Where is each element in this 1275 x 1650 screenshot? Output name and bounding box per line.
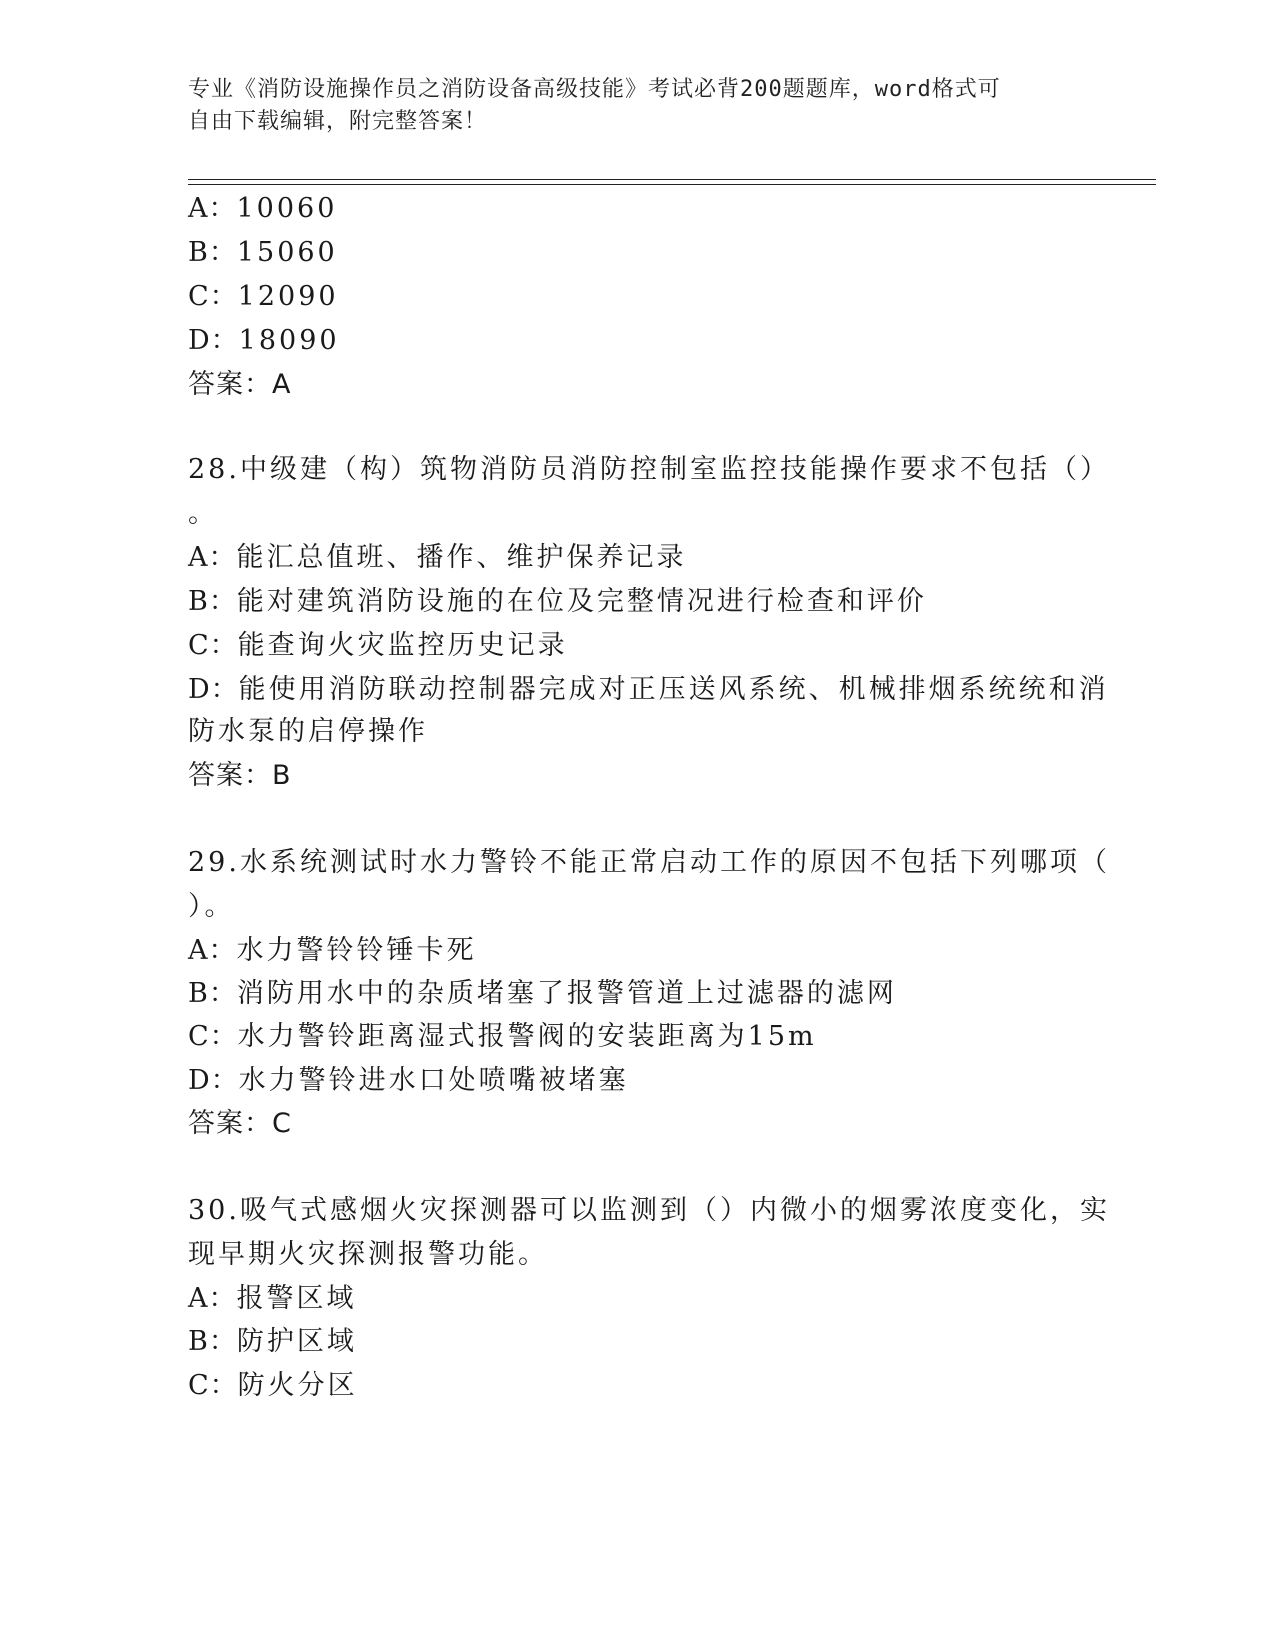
q27-option-c bbox=[188, 274, 339, 313]
option-text: 能对建筑消防设施的在位及完整情况进行检查和评价 bbox=[236, 586, 927, 617]
q30-option-c bbox=[188, 1363, 358, 1402]
option-text: 能查询火灾监控历史记录 bbox=[237, 630, 568, 661]
q27-option-d bbox=[188, 318, 340, 357]
q29-option-d bbox=[188, 1058, 629, 1097]
option-key: B： bbox=[188, 978, 237, 1009]
option-key: A： bbox=[188, 542, 237, 573]
option-key: C： bbox=[188, 281, 238, 312]
option-key: A： bbox=[188, 193, 237, 224]
option-key: A： bbox=[188, 1283, 237, 1314]
option-text: 10060 bbox=[236, 193, 338, 224]
option-text: 18090 bbox=[238, 325, 340, 356]
q29-option-b bbox=[188, 971, 897, 1010]
option-text: 12090 bbox=[237, 281, 339, 312]
q27-option-b bbox=[188, 230, 338, 269]
option-key: D： bbox=[188, 1065, 239, 1096]
q28-stem-line-1: 28.中级建（构）筑物消防员消防控制室监控技能操作要求不包括（） bbox=[188, 454, 1110, 485]
header-title-line-1: 专业《消防设施操作员之消防设备高级技能》考试必背200题题库，word格式可 bbox=[188, 77, 1001, 102]
q30-stem-line-2: 现早期火灾探测报警功能。 bbox=[188, 1239, 548, 1270]
header-title-line-2: 自由下载编辑，附完整答案！ bbox=[188, 109, 488, 134]
q28-stem-line-2: 。 bbox=[188, 498, 218, 529]
option-key: B： bbox=[188, 586, 237, 617]
q28-option-a bbox=[188, 535, 687, 574]
header-divider-top bbox=[188, 179, 1156, 180]
option-text: 防火分区 bbox=[237, 1370, 358, 1401]
q29-answer: 答案：C bbox=[188, 1108, 292, 1139]
option-text: 能使用消防联动控制器完成对正压送风系统、机械排烟系统统和消 bbox=[238, 674, 1109, 705]
q30-stem-line-1: 30.吸气式感烟火灾探测器可以监测到（）内微小的烟雾浓度变化，实 bbox=[188, 1195, 1110, 1226]
option-text: 能汇总值班、播作、维护保养记录 bbox=[236, 542, 687, 573]
q29-stem-line-1: 29.水系统测试时水力警铃不能正常启动工作的原因不包括下列哪项（ bbox=[188, 847, 1110, 878]
option-key: C： bbox=[188, 1370, 238, 1401]
q28-answer: 答案：B bbox=[188, 760, 292, 791]
option-key: C： bbox=[188, 630, 238, 661]
q28-option-d bbox=[188, 667, 1109, 706]
header-divider-bottom bbox=[188, 184, 1156, 185]
q30-option-a bbox=[188, 1276, 357, 1315]
q30-option-b bbox=[188, 1319, 357, 1358]
option-key: A： bbox=[188, 935, 237, 966]
q29-option-a bbox=[188, 928, 477, 967]
q28-option-d-continued: 防水泵的启停操作 bbox=[188, 716, 428, 747]
option-key: D： bbox=[188, 325, 239, 356]
q28-option-c bbox=[188, 623, 568, 662]
option-text: 防护区域 bbox=[236, 1326, 357, 1357]
option-text: 水力警铃距离湿式报警阀的安装距离为15m bbox=[237, 1021, 817, 1052]
option-text: 消防用水中的杂质堵塞了报警管道上过滤器的滤网 bbox=[236, 978, 897, 1009]
document-header bbox=[188, 74, 1068, 138]
option-text: 报警区域 bbox=[236, 1283, 357, 1314]
q28-option-b bbox=[188, 579, 927, 618]
option-key: B： bbox=[188, 1326, 237, 1357]
option-key: B： bbox=[188, 237, 237, 268]
option-text: 水力警铃铃锤卡死 bbox=[236, 935, 477, 966]
option-key: D： bbox=[188, 674, 239, 705]
q29-option-c bbox=[188, 1014, 817, 1053]
option-text: 水力警铃进水口处喷嘴被堵塞 bbox=[238, 1065, 629, 1096]
q27-option-a bbox=[188, 186, 337, 225]
q29-stem-line-2: ）。 bbox=[188, 891, 235, 922]
q27-answer: 答案：A bbox=[188, 369, 292, 400]
option-text: 15060 bbox=[236, 237, 338, 268]
option-key: C： bbox=[188, 1021, 238, 1052]
